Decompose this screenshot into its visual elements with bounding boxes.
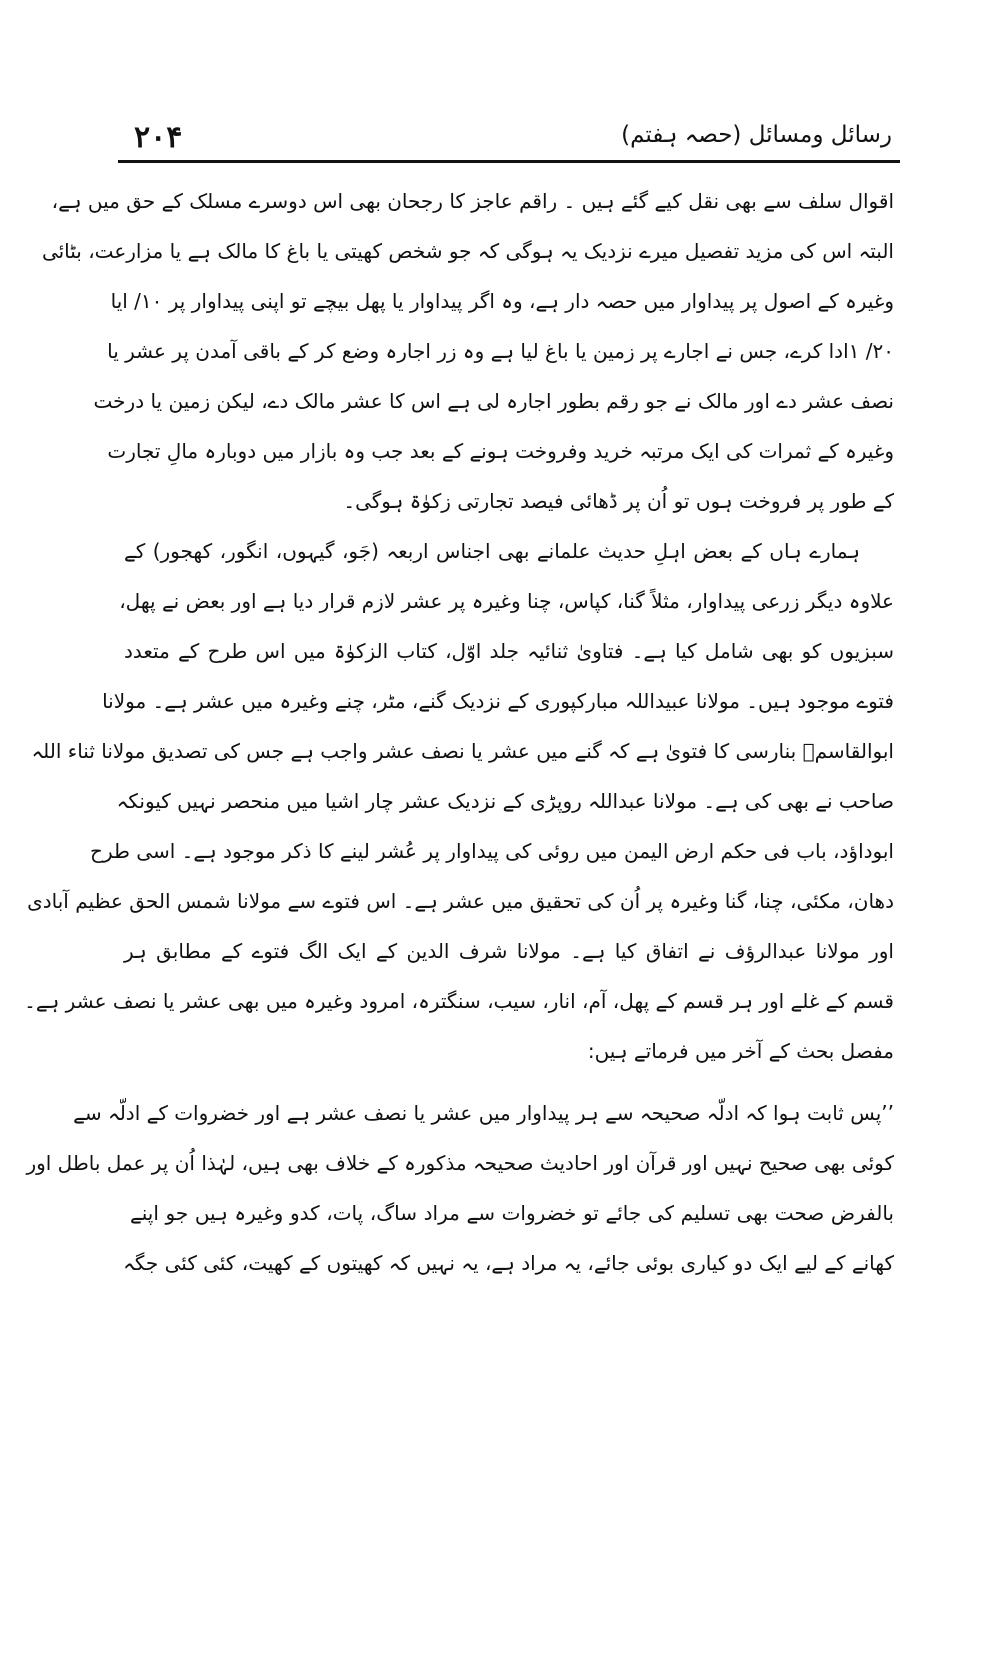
quote-line: کھانے کے لیے ایک دو کیاری بوئی جائے، یہ مراد ہے، یہ نہیں کہ کھیتوں کے کھیت، کئی کئی جگہ xyxy=(123,1251,894,1275)
quote-line: کوئی بھی صحیح نہیں اور قرآن اور احادیث صحیحہ مذکورہ کے خلاف بھی ہیں، لہٰذا اُن پر عمل باطل اور xyxy=(26,1151,894,1175)
text-line: علاوہ دیگر زرعی پیداوار، مثلاً گنا، کپاس، چنا وغیرہ پر عشر لازم قرار دیا ہے اور بعض نے پھل، xyxy=(119,589,894,613)
text-line: وغیرہ کے اصول پر پیداوار میں حصہ دار ہے، وہ اگر پیداوار یا پھل بیچے تو اپنی پیداوار پر ۱۰/ ایا xyxy=(110,289,894,313)
page-number: ۲۰۴ xyxy=(134,120,183,155)
paragraph-2 xyxy=(24,526,894,1076)
page-body xyxy=(24,176,894,1288)
paragraph-gap xyxy=(124,1076,894,1088)
text-line: فتوے موجود ہیں۔ مولانا عبیداللہ مبارکپوری کے نزدیک گنے، مٹر، چنے وغیرہ میں عشر ہے۔ مولانا xyxy=(102,689,894,713)
block-quote xyxy=(26,1088,894,1288)
quote-line: ’’پس ثابت ہوا کہ ادلّہ صحیحہ سے ہر پیداوار میں عشر یا نصف عشر ہے اور خضروات کے ادلّہ سے xyxy=(73,1101,894,1125)
running-title: رسائل ومسائل (حصہ ہفتم) xyxy=(621,122,892,148)
text-line: ابوداؤد، باب فی حکم ارض الیمن میں روئی کی پیداوار پر عُشر لینے کا ذکر موجود ہے۔ اسی طرح xyxy=(90,839,894,863)
header-rule xyxy=(118,160,900,163)
paragraph-1 xyxy=(41,176,894,526)
text-line: ۲۰/ ۱ادا کرے، جس نے اجارے پر زمین یا باغ لیا ہے وہ زر اجارہ وضع کر کے باقی آمدن پر عشر یا xyxy=(107,339,894,363)
page-header xyxy=(112,104,902,154)
text-line: مفصل بحث کے آخر میں فرماتے ہیں: xyxy=(587,1039,894,1063)
quote-line: بالفرض صحت بھی تسلیم کی جائے تو خضروات سے مراد ساگ، پات، کدو وغیرہ ہیں جو اپنے xyxy=(130,1201,894,1225)
text-line: دھان، مکئی، چنا، گنا وغیرہ پر اُن کی تحقیق میں عشر ہے۔ اس فتوے سے مولانا شمس الحق عظیم آبادی xyxy=(27,889,894,913)
text-line: اور مولانا عبدالرؤف نے اتفاق کیا ہے۔ مولانا شرف الدین کے ایک الگ فتوے کے مطابق ہر xyxy=(124,939,894,963)
text-line: البتہ اس کی مزید تفصیل میرے نزدیک یہ ہوگی کہ جو شخص کھیتی یا باغ کا مالک ہے یا مزارعت، بٹائی xyxy=(41,239,894,263)
text-line: سبزیوں کو بھی شامل کیا ہے۔ فتاویٰ ثنائیہ جلد اوّل، کتاب الزکوٰۃ میں اس طرح کے متعدد xyxy=(124,639,894,663)
text-line: ہمارے ہاں کے بعض اہلِ حدیث علمانے بھی اجناس اربعہ (جَو، گیہوں، انگور، کھجور) کے xyxy=(124,539,860,563)
text-line: ابوالقاسمؒ بنارسی کا فتویٰ ہے کہ گنے میں عشر یا نصف عشر واجب ہے جس کی تصدیق مولانا ثناء اللہ xyxy=(31,739,894,763)
text-line: اقوال سلف سے بھی نقل کیے گئے ہیں ۔ راقم عاجز کا رجحان بھی اس دوسرے مسلک کے حق میں ہے، xyxy=(51,189,894,213)
text-line: قسم کے غلے اور ہر قسم کے پھل، آم، انار، سیب، سنگترہ، امرود وغیرہ میں بھی عشر یا نصف عشر ہے۔ xyxy=(24,989,894,1013)
text-line: وغیرہ کے ثمرات کی ایک مرتبہ خرید وفروخت ہونے کے بعد جب وہ بازار میں دوبارہ مالِ تجارت xyxy=(107,439,894,463)
text-line: نصف عشر دے اور مالک نے جو رقم بطور اجارہ لی ہے اس کا عشر مالک دے، لیکن زمین یا درخت xyxy=(93,389,894,413)
text-line: کے طور پر فروخت ہوں تو اُن پر ڈھائی فیصد تجارتی زکوٰۃ ہوگی۔ xyxy=(343,489,894,513)
text-line: صاحب نے بھی کی ہے۔ مولانا عبداللہ روپڑی کے نزدیک عشر چار اشیا میں منحصر نہیں کیونکہ xyxy=(116,789,894,813)
